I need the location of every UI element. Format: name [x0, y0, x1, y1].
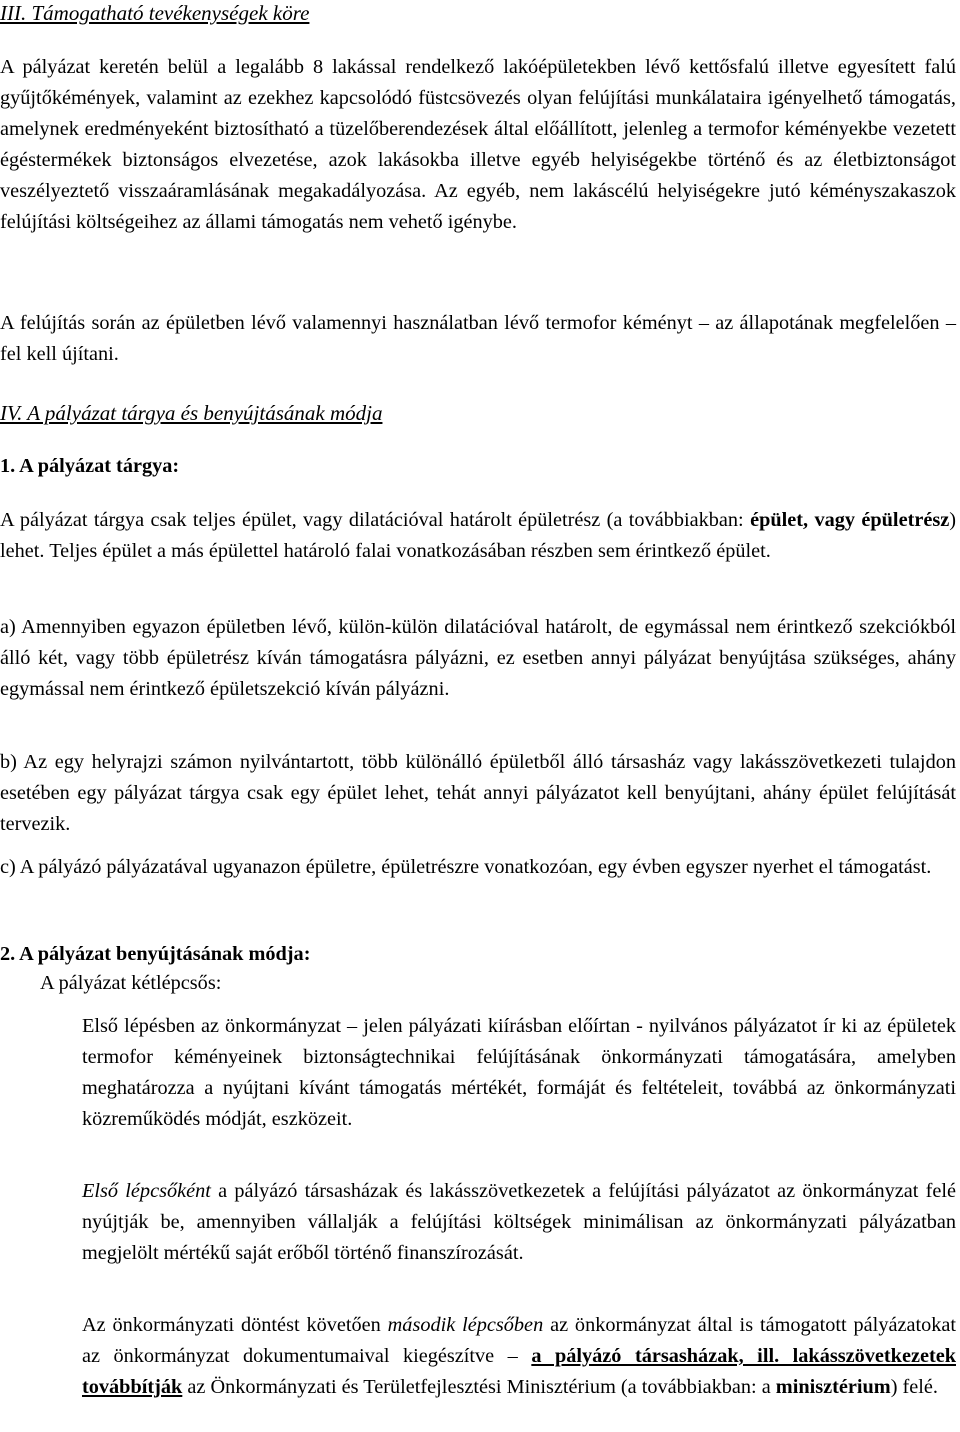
subject-text-end: ) lehet. Teljes épület a más épülettel határoló falai vonatkozásában részben sem érintkező épület.: [0, 509, 956, 562]
step-2-text-mid: az önkormányzat által is támogatott pályázatokat az önkormányzat dokumentumaival kiegészítve –: [82, 1314, 957, 1367]
section-3-paragraph-2: A felújítás során az épületben lévő valamennyi használatban lévő termofor kéményt – az állapotának megfelelően – fel kell újítani.: [0, 312, 956, 365]
step-2-text-ministry: az Önkormányzati és Területfejlesztési Minisztérium (a továbbiakban: a: [182, 1376, 776, 1398]
ministry-term: minisztérium: [775, 1376, 891, 1398]
step-2-text-start: Az önkormányzati döntést követően: [82, 1314, 388, 1336]
subject-building-term: épület, vagy épületrész: [750, 509, 950, 531]
subject-paragraph: [0, 505, 956, 567]
step-2-paragraph: [82, 1310, 956, 1403]
point-a-paragraph: a) Amennyiben egyazon épületben lévő, külön-külön dilatációval határolt, de egymással nem érintkező szekciókból álló két, vagy több épületrész kíván támogatásra pályázni, ez esetben annyi pályázat benyújtása szükséges, ahány egymással nem érintkező épületszekció kíván pályázni.: [0, 616, 956, 700]
applicants-forward-term: a pályázó társasházak, ill. lakásszövetkezetek továbbítják: [82, 1345, 956, 1398]
second-step-term: második lépcsőben: [387, 1314, 544, 1336]
subsection-1-heading: 1. A pályázat tárgya:: [0, 455, 180, 477]
subsection-2-heading: 2. A pályázat benyújtásának módja:: [0, 943, 311, 965]
section-3-heading: III. Támogatható tevékenységek köre: [0, 1, 310, 25]
first-step-term: Első lépcsőként: [82, 1180, 211, 1202]
point-c-paragraph: c) A pályázó pályázatával ugyanazon épületre, épületrészre vonatkozóan, egy évben egyszer nyerhet el támogatást.: [0, 856, 932, 878]
section-3-paragraph-1: A pályázat keretén belül a legalább 8 lakással rendelkező lakóépületekben lévő kettősfalú illetve egyesített falú gyűjtőkémények, valamint az ezekhez kapcsolódó füstcsövezés olyan felújítási munkálataira igényelhető támogatás, amelynek eredményeként biztosítható a tüzelőberendezések által előállított, jelenleg a termofor kéményekbe vezetett égéstermékek biztonságos elvezetése, azok lakásokba illetve egyéb helyiségekbe történő és az életbiztonságot veszélyeztető visszaáramlásának megakadályozása. Az egyéb, nem lakáscélú helyiségekre jutó kéményszakaszok felújítási költségeihez az állami támogatás nem vehető igénybe.: [0, 56, 956, 233]
step-1-paragraph: [82, 1176, 956, 1269]
first-step-text: a pályázó társasházak és lakásszövetkezetek a felújítási pályázatot az önkormányzat felé nyújtják be, amennyiben vállalják a felújítási költségek minimálisan az önkormányzati pályázatban megjelölt mértékű saját erőből történő finanszírozását.: [82, 1180, 957, 1264]
section-4-heading: IV. A pályázat tárgya és benyújtásának módja: [0, 401, 383, 425]
step-2-text-end: ) felé.: [890, 1376, 938, 1398]
two-step-intro: A pályázat kétlépcsős:: [40, 972, 222, 994]
point-b-paragraph: b) Az egy helyrajzi számon nyilvántartott, több különálló épületből álló társasház vagy lakásszövetkezeti tulajdon esetében egy pályázat tárgya csak egy épület lehet, tehát annyi pályázatot kell benyújtani, ahány épület felújítását tervezik.: [0, 751, 956, 835]
subject-text-start: A pályázat tárgya csak teljes épület, vagy dilatációval határolt épületrész (a továbbiakban:: [0, 509, 751, 531]
step-0-paragraph: Első lépésben az önkormányzat – jelen pályázati kiírásban előírtan - nyilvános pályázatot ír ki az épületek termofor kéményeinek biztonságtechnikai felújításának önkormányzati támogatására, amelyben meghatározza a nyújtani kívánt támogatás mértékét, formáját és feltételeit, továbbá az önkormányzati közreműködés módját, eszközeit.: [82, 1015, 956, 1130]
